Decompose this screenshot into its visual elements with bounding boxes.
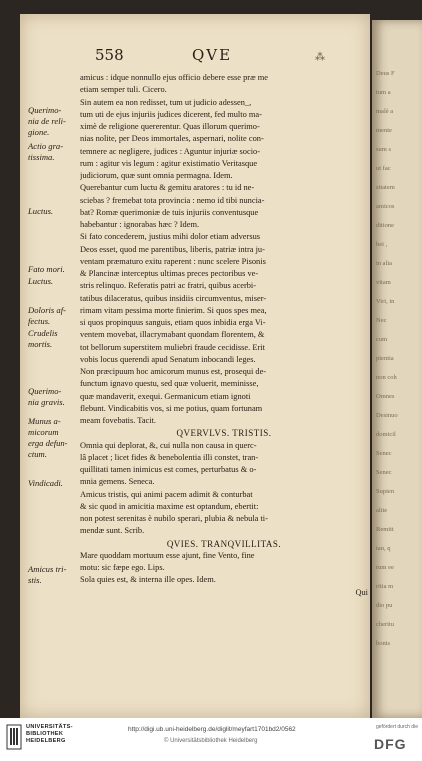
- copyright-notice: © Universitätsbibliothek Heidelberg: [164, 738, 258, 744]
- text-line: mendæ sunt. Scrib.: [80, 526, 145, 536]
- text-line: ximè de religione quererentur. Quas illorum querimo-: [80, 122, 260, 131]
- sidenote-fato-mori: Fato mori.: [28, 264, 65, 274]
- text-line: ventem movebat, illacrymabant quondam florentem, &: [80, 330, 265, 340]
- text-line: Amicus tristis, qui animi pacem adimit & conturbat: [80, 489, 253, 499]
- adjacent-page-fragment: amicos: [376, 203, 395, 210]
- text-line: Qui: [355, 587, 368, 597]
- sidenote-luctus-1: Luctus.: [28, 206, 54, 216]
- text-line: rum : agitur vis legum : agitur existimatio Veritasque: [80, 158, 258, 168]
- text-line: ventam præmaturo exitu raperent : nunc scelere Pisonis: [80, 256, 266, 266]
- adjacent-page-fragment: pientia: [376, 355, 394, 362]
- adjacent-page-fragment: Supien: [376, 488, 395, 495]
- text-line: Mare quoddam mortuum esse ajunt, fine Vento, fine: [80, 550, 255, 560]
- sidenote-crudelis-mortis: Crudelis mortis.: [28, 328, 58, 349]
- text-line: judiciorum, quæ sunt omnia permagna. Idem.: [80, 171, 233, 180]
- adjacent-page-fragment: ut fac: [376, 165, 391, 172]
- text-line: Non præcipuum hoc amicorum munus est, prosequi de-: [80, 367, 267, 376]
- text-line: Sin autem ea non redisset, tum ut judicio adessen_,: [80, 97, 252, 107]
- text-line: si quos propinquus sanguis, etiam quos inbidia erga Vi-: [80, 318, 266, 327]
- adjacent-page-fragment: mente: [376, 127, 392, 134]
- adjacent-page-fragment: dio pu: [376, 602, 393, 609]
- adjacent-page-fragment: non coh: [376, 374, 397, 381]
- main-text: [80, 72, 368, 599]
- header-ornament: ⁂: [315, 52, 325, 63]
- text-line: habebantur : ignorabas hæc ? Idem.: [80, 220, 200, 229]
- adjacent-page-fragment: cum: [376, 336, 388, 343]
- adjacent-page-edge: [372, 20, 422, 718]
- text-line: motu: sic fæpe ego. Lips.: [80, 563, 165, 572]
- text-line: Omnia qui deplorat, &, cui nulla non causa in querc-: [80, 440, 257, 450]
- adjacent-page-fragment: domicil: [376, 431, 396, 438]
- text-line: quæ mandaverit, exequi. Germanicum etiam ignoti: [80, 391, 251, 401]
- text-line: tatibus dilaceratus, quibus insidiis circumventus, miser-: [80, 293, 267, 303]
- text-line: non potest serenitas è nubilo sperari, plubia & nebula ti-: [80, 514, 268, 523]
- adjacent-page-fragment: cheritu: [376, 621, 395, 628]
- footer-bar: [0, 718, 422, 761]
- source-link[interactable]: http://digi.ub.uni-heidelberg.de/diglit/meyfart1701bd2/0562: [128, 726, 296, 733]
- text-line: amicus : idque nonnullo ejus officio debere esse præ me: [80, 73, 269, 82]
- text-line: mnia gemens. Seneca.: [80, 477, 155, 487]
- adjacent-page-fragment: Nec: [376, 317, 387, 324]
- adjacent-page-fragment: malè a: [376, 108, 394, 115]
- funding-label: gefördert durch die: [376, 724, 418, 730]
- adjacent-page-fragment: Senec: [376, 469, 392, 476]
- text-line: flebunt. Vindicabitis vos, si me potius, quam fortunam: [80, 403, 263, 413]
- sidenote-doloris-affectus: Doloris af- fectus.: [28, 305, 66, 326]
- adjacent-page-fragment: Viri, in: [376, 298, 395, 305]
- sidenote-querimonia-religione: Querimo- nia de reli- gione.: [28, 105, 66, 137]
- text-line: sciebas ? fremebat tota provincia : nemo id tibi nuncia-: [80, 195, 265, 205]
- sidenote-munus-amicorum: Munus a- micorum erga defun- ctum.: [28, 416, 68, 459]
- adjacent-page-fragment: ditione: [376, 222, 395, 229]
- sidenote-querimonia-gravis: Querimo- nia gravis.: [28, 386, 65, 407]
- adjacent-page-fragment: vitam: [376, 279, 391, 286]
- text-line: & sic quod in amicitia maxime est optandum, ebertit:: [80, 501, 259, 511]
- dfg-logo: DFG: [374, 736, 407, 752]
- adjacent-page-fragment: Desinuo: [376, 412, 398, 419]
- text-line: vobis locus querendi apud Senatum inbocandi leges.: [80, 354, 256, 364]
- sidenote-vindicadi: Vindicadi.: [28, 478, 63, 488]
- text-line: Sola quies est, & interna ille opes. Idem.: [80, 575, 216, 585]
- section-heading: QVERVLVS. TRISTIS.: [176, 428, 272, 439]
- text-line: etiam semper tuli. Cicero.: [80, 85, 167, 95]
- adjacent-page-fragment: Omnes: [376, 393, 395, 400]
- adjacent-page-fragment: bonis: [376, 640, 391, 647]
- text-line: stris relinquo. Referatis patri ac fratri, quibus acerbi-: [80, 281, 257, 291]
- adjacent-page-fragment: in alia: [376, 260, 393, 267]
- running-header: [20, 46, 370, 66]
- text-line: Si fato concederem, justius mihi dolor etiam adversus: [80, 232, 261, 242]
- text-line: functum ignavo questu, sed quæ voluerit, meminisse,: [80, 379, 259, 389]
- text-line: & Plancinæ interceptus ultimas preces pectoribus ve-: [80, 269, 259, 278]
- text-line: lâ placet ; licet fides & benebolentia illi constet, tran-: [80, 452, 259, 462]
- text-line: rimam vitam pessima morte finierim. Si quos spes mea,: [80, 305, 267, 315]
- running-title: QVE: [192, 46, 233, 64]
- adjacent-page-fragment: alite: [376, 507, 388, 514]
- adjacent-page-fragment: Deus F: [376, 70, 395, 77]
- adjacent-page-fragment: rum ee: [376, 564, 394, 571]
- text-line: nias nolite, per Deos immortales, aspernari, nolite con-: [80, 134, 264, 144]
- sidenote-amicus-tristis: Amicus tri- stis.: [28, 564, 67, 585]
- text-line: tot bellorum superstitem muliebri fraude cecidisse. Erit: [80, 342, 265, 352]
- book-page: [20, 14, 370, 718]
- page-number: 558: [95, 46, 124, 64]
- text-line: Deos esset, quod me parentibus, liberis, patriæ intra ju-: [80, 244, 265, 254]
- adjacent-page-fragment: tum a: [376, 89, 391, 96]
- text-line: bat? Romæ querimoniæ de tuis injuriis conventusque: [80, 207, 259, 217]
- adjacent-page-fragment: bei ,: [376, 241, 388, 248]
- adjacent-page-fragment: Remitt: [376, 526, 394, 533]
- adjacent-page-fragment: ritia m: [376, 583, 394, 590]
- adjacent-page-fragment: sum s: [376, 146, 391, 153]
- text-line: quillitati tamen inimicus est comes, perturbatus & o-: [80, 465, 257, 474]
- text-line: temnere ac negligere, judices : Aguntur injuriæ socio-: [80, 146, 261, 156]
- text-line: meam fovebatis. Tacit.: [80, 416, 157, 425]
- section-heading: QVIES. TRANQVILLITAS.: [166, 538, 282, 549]
- sidenote-actio-gratissima: Actio gra- tissima.: [28, 141, 64, 162]
- library-logo-icon: [6, 724, 22, 750]
- text-line: tum uti de ejus injuriis judices dicerent, fed multo ma-: [80, 109, 262, 119]
- adjacent-page-fragment: Senec: [376, 450, 392, 457]
- library-name: UNIVERSITÄTS- BIBLIOTHEK HEIDELBERG: [26, 724, 73, 744]
- adjacent-page-fragment: sitatem: [376, 184, 395, 191]
- adjacent-page-fragment: tan, q: [376, 545, 391, 552]
- text-line: Querebantur cum luctu & gemitu aratores : tu id ne-: [80, 183, 255, 193]
- sidenote-luctus-2: Luctus.: [28, 276, 54, 286]
